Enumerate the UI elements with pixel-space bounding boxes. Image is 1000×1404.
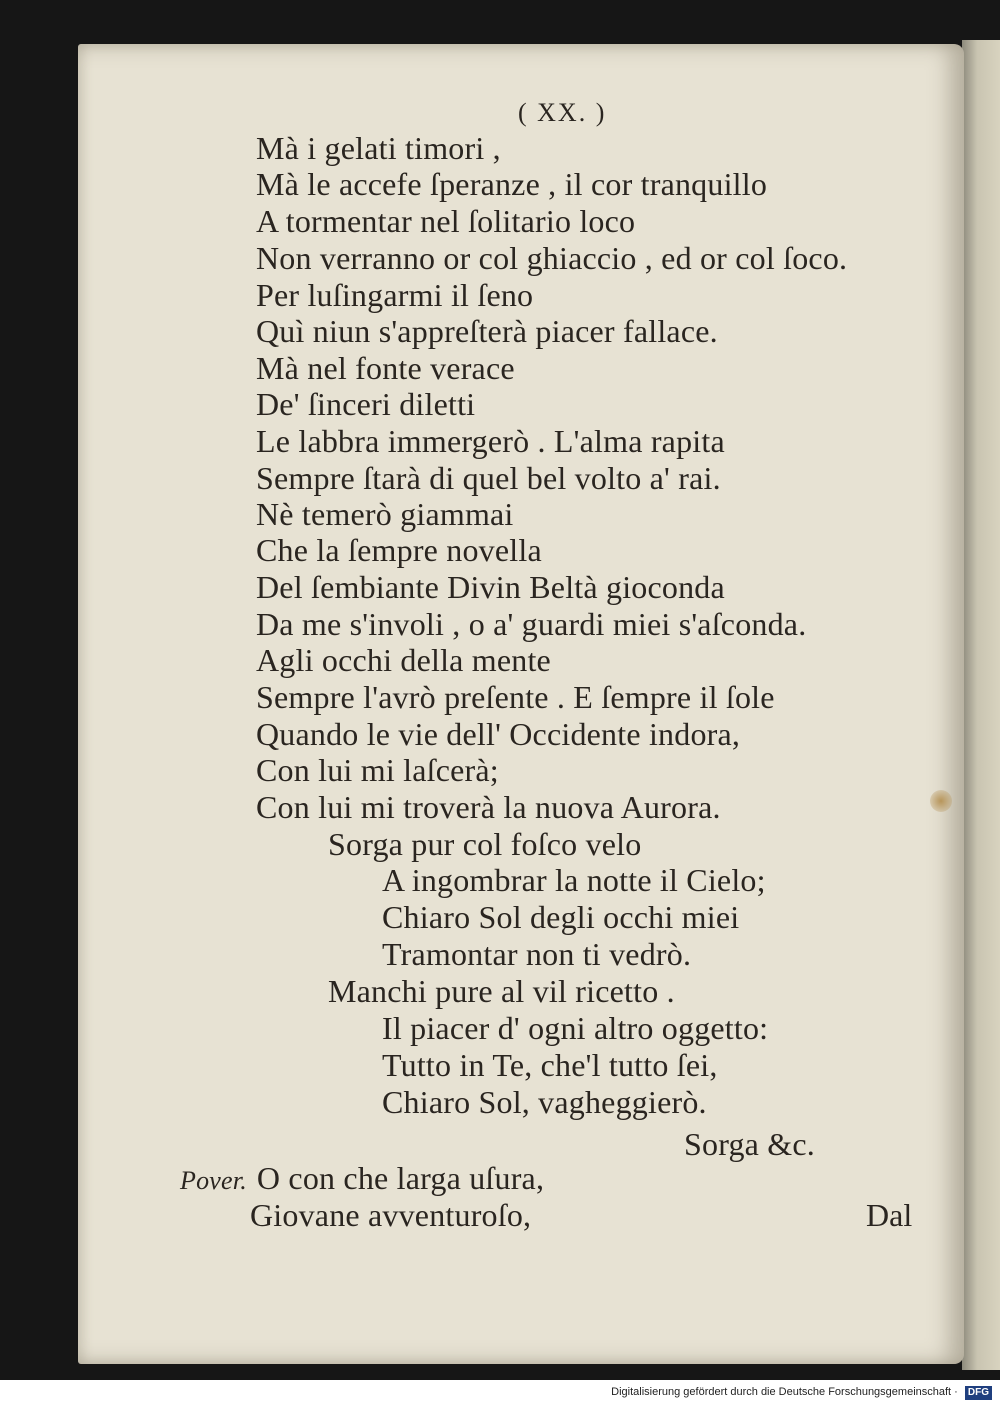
verse-line: Non verranno or col ghiaccio , ed or col ſoco. bbox=[256, 240, 848, 276]
verse-line: Del ſembiante Divin Beltà gioconda bbox=[256, 569, 725, 605]
verse-line: Con lui mi laſcerà; bbox=[256, 752, 499, 788]
verse-line: Con lui mi troverà la nuova Aurora. bbox=[256, 789, 721, 825]
speech-line-2: Giovane avventuroſo, bbox=[250, 1197, 532, 1233]
verse-line: Nè temerò giammai bbox=[256, 496, 514, 532]
aria-line: Sorga pur col foſco velo bbox=[328, 826, 642, 862]
aria-repeat-cue: Sorga &c. bbox=[684, 1126, 815, 1162]
aria-line: Il piacer d' ogni altro oggetto: bbox=[382, 1010, 769, 1046]
aria-line: Manchi pure al vil ricetto . bbox=[328, 973, 675, 1009]
verse-line: A tormentar nel ſolitario loco bbox=[256, 203, 636, 239]
verse-line: Che la ſempre novella bbox=[256, 532, 542, 568]
verse-line: Mà le accefe ſperanze , il cor tranquillo bbox=[256, 166, 768, 202]
verse-line: Quando le vie dell' Occidente indora, bbox=[256, 716, 741, 752]
dfg-logo: DFG bbox=[965, 1386, 992, 1400]
speech-text: O con che larga uſura, bbox=[256, 1160, 545, 1196]
footer-text: Digitalisierung gefördert durch die Deutsche Forschungsgemeinschaft · bbox=[611, 1386, 958, 1398]
catchword: Dal bbox=[866, 1197, 913, 1233]
digitization-footer bbox=[0, 1380, 1000, 1404]
verse-line: Quì niun s'appreſterà piacer fallace. bbox=[256, 313, 718, 349]
verse-line: Per luſingarmi il ſeno bbox=[256, 277, 534, 313]
verse-line: Le labbra immergerò . L'alma rapita bbox=[256, 423, 725, 459]
aria-line: Tutto in Te, che'l tutto ſei, bbox=[382, 1047, 718, 1083]
aria-line: A ingombrar la notte il Cielo; bbox=[382, 862, 766, 898]
page-header: ( XX. ) bbox=[518, 98, 607, 127]
speaker-name: Pover. bbox=[180, 1166, 247, 1195]
speech-line-1 bbox=[180, 1160, 544, 1199]
verse-line: Sempre ſtarà di quel bel volto a' rai. bbox=[256, 460, 721, 496]
verse-line: Agli occhi della mente bbox=[256, 642, 551, 678]
aria-line: Tramontar non ti vedrò. bbox=[382, 936, 692, 972]
verse-line: Sempre l'avrò preſente . E ſempre il ſole bbox=[256, 679, 775, 715]
verse-line: Mà i gelati timori , bbox=[256, 130, 501, 166]
facing-page-edge bbox=[962, 40, 1000, 1370]
aria-line: Chiaro Sol, vagheggierò. bbox=[382, 1084, 707, 1120]
verse-line: Da me s'involi , o a' guardi miei s'aſconda. bbox=[256, 606, 807, 642]
foxing-stain bbox=[930, 790, 952, 812]
verse-line: De' ſinceri diletti bbox=[256, 386, 476, 422]
verse-line: Mà nel fonte verace bbox=[256, 350, 515, 386]
aria-line: Chiaro Sol degli occhi miei bbox=[382, 899, 740, 935]
